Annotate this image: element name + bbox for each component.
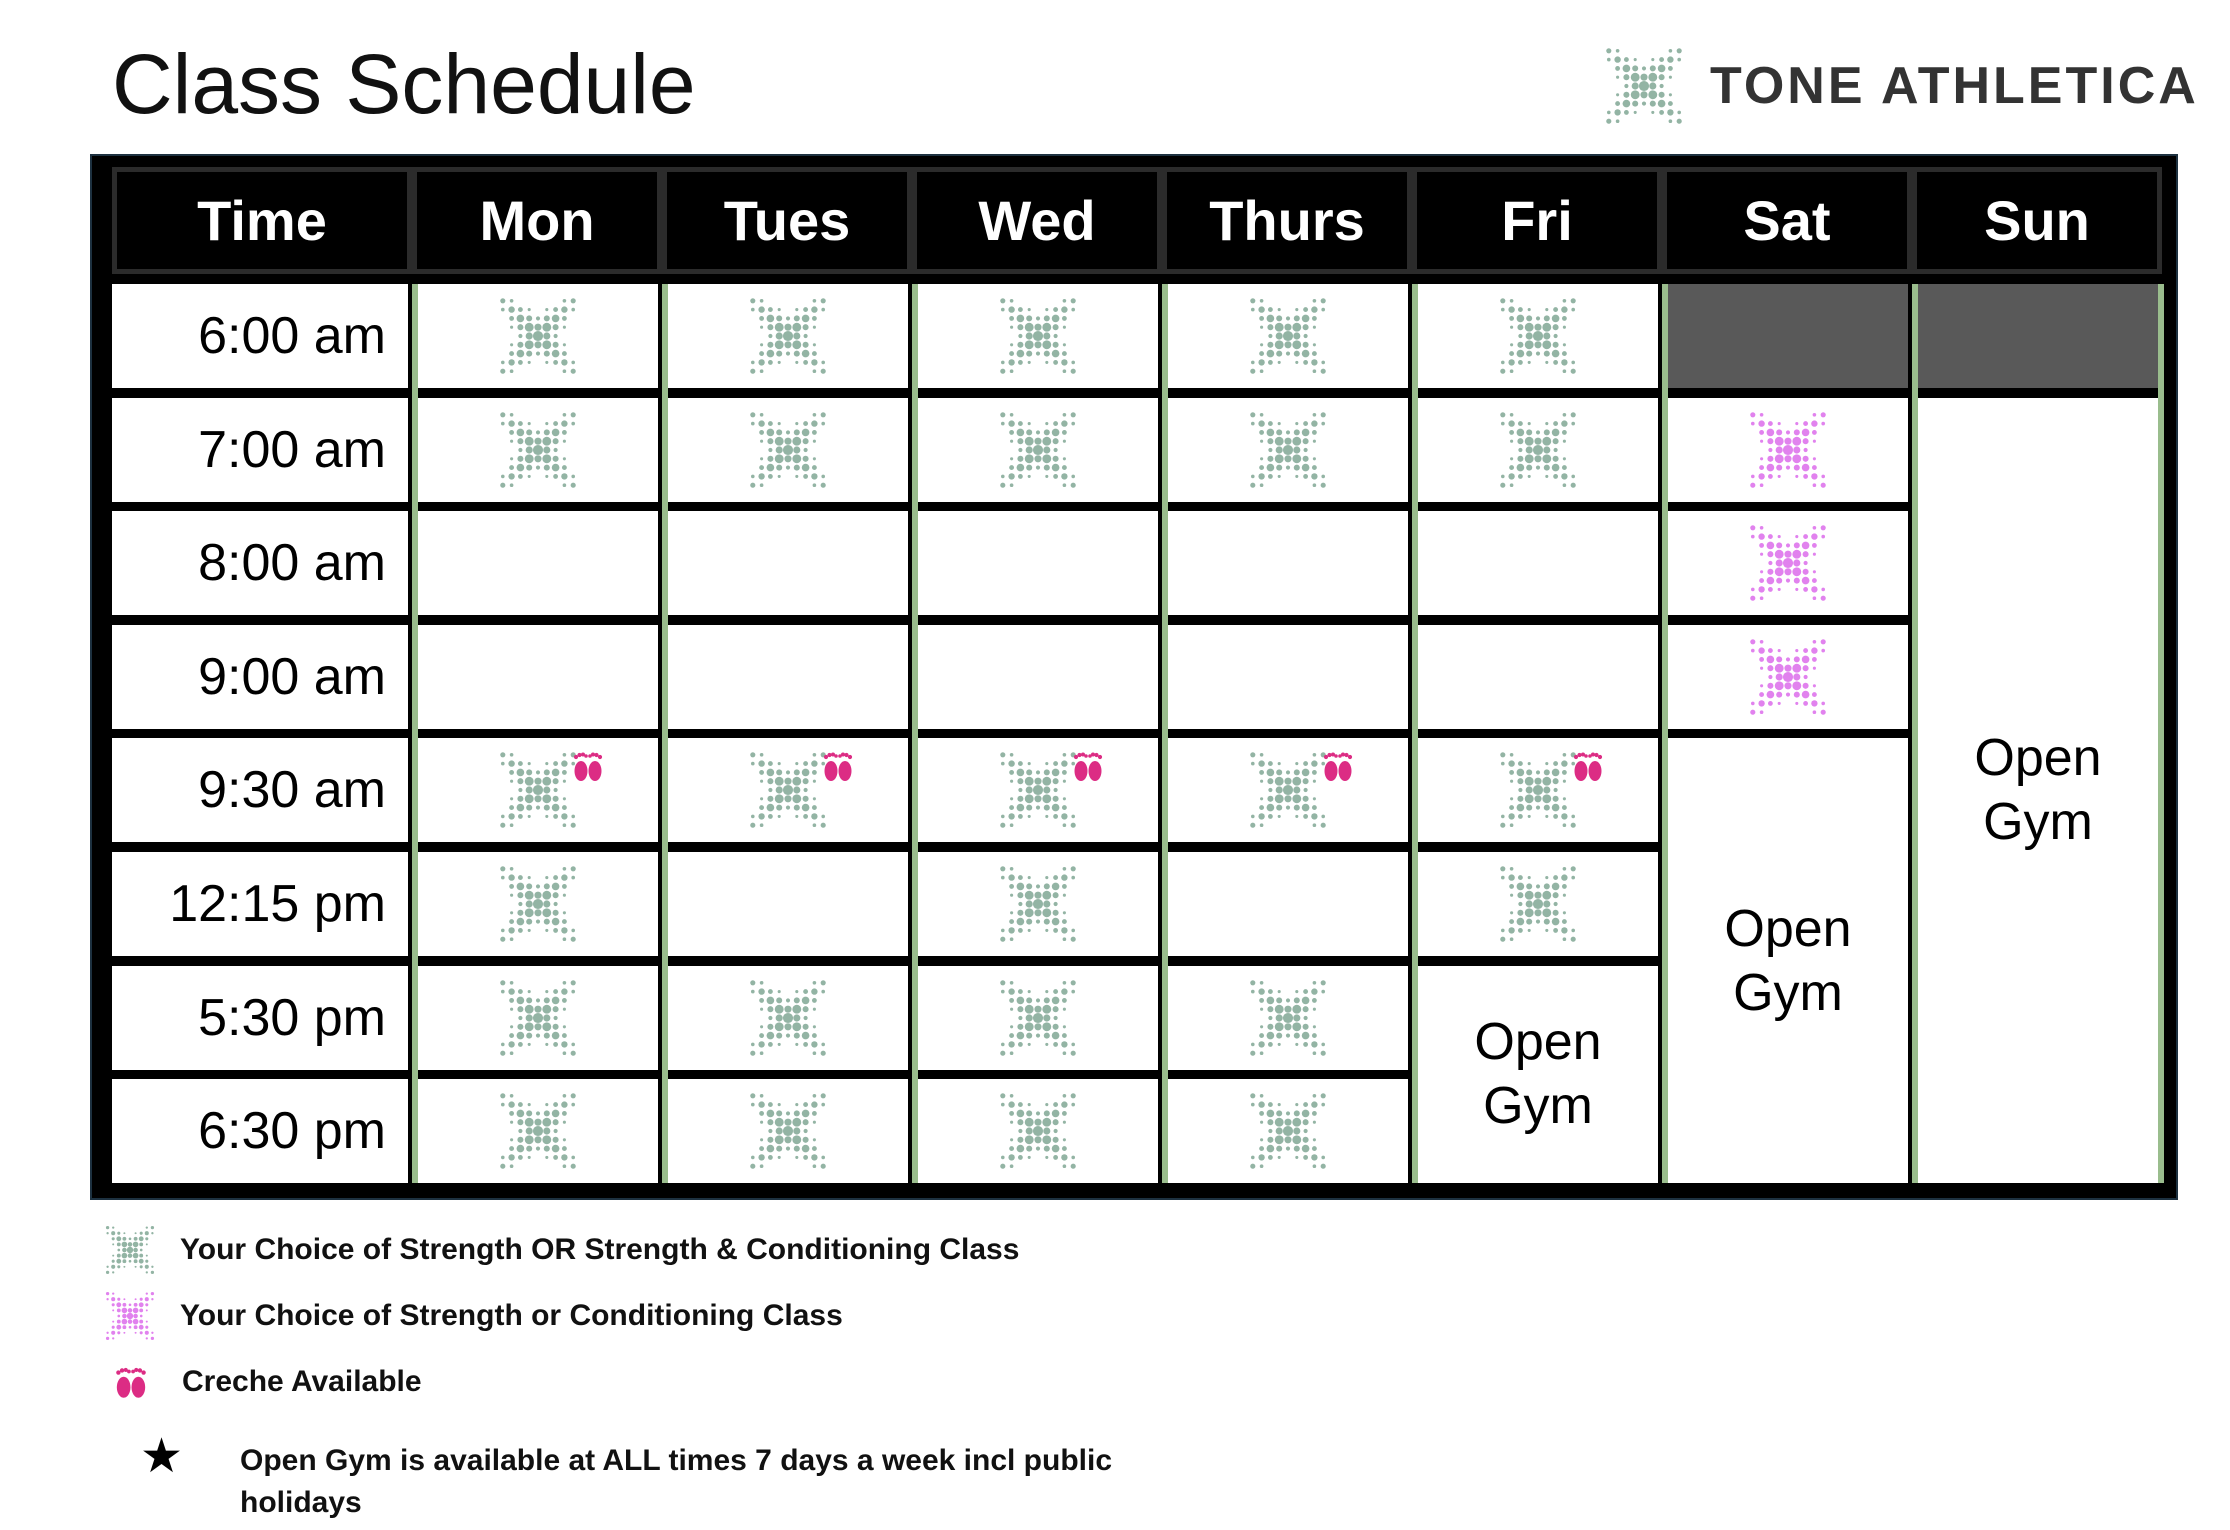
column-divider <box>412 284 418 1183</box>
time-6-00-am: 6:00 am <box>112 284 408 388</box>
strength-conditioning-class-icon <box>102 1288 158 1344</box>
page-title: Class Schedule <box>112 37 696 131</box>
header-thurs: Thurs <box>1162 167 1412 274</box>
column-divider <box>1412 284 1418 1183</box>
header-sat: Sat <box>1662 167 1912 274</box>
column-divider <box>662 284 668 1183</box>
header-fri: Fri <box>1412 167 1662 274</box>
unavailable-cell <box>1918 284 2158 388</box>
unavailable-cell <box>1668 284 1908 388</box>
strength-class-icon <box>994 974 1082 1062</box>
open-gym-note: Open Gym is available at ALL times 7 days a week incl public holidays <box>240 1444 1113 1519</box>
header-tues: Tues <box>662 167 912 274</box>
creche-footprints-icon <box>1568 746 1608 786</box>
schedule-cell <box>1168 625 1408 729</box>
legend-purple-label: Your Choice of Strength or Conditioning Class <box>180 1299 843 1332</box>
schedule-cell <box>418 625 658 729</box>
strength-class-icon <box>494 292 582 380</box>
open-gym-label: Open Gym <box>1974 729 2102 852</box>
time-5-30-pm: 5:30 pm <box>112 966 408 1070</box>
schedule-cell <box>668 625 908 729</box>
strength-class-icon <box>494 860 582 948</box>
schedule-cell <box>668 852 908 956</box>
time-7-00-am: 7:00 am <box>112 398 408 502</box>
header-wed: Wed <box>912 167 1162 274</box>
strength-class-icon <box>102 1222 158 1278</box>
strength-class-icon <box>744 292 832 380</box>
creche-footprints-icon <box>1318 746 1358 786</box>
star-icon: ★ <box>140 1430 184 1483</box>
strength-class-icon <box>994 406 1082 494</box>
schedule-cell <box>1168 511 1408 615</box>
strength-class-icon <box>744 974 832 1062</box>
schedule-cell <box>918 625 1158 729</box>
time-8-00-am: 8:00 am <box>112 511 408 615</box>
column-divider <box>912 284 918 1183</box>
strength-conditioning-class-icon <box>1744 519 1832 607</box>
brand <box>1600 36 2199 136</box>
strength-class-icon <box>494 406 582 494</box>
strength-class-icon <box>994 292 1082 380</box>
strength-class-icon <box>994 1087 1082 1175</box>
legend-green-label: Your Choice of Strength OR Strength & Conditioning Class <box>180 1233 1020 1266</box>
strength-class-icon <box>1244 406 1332 494</box>
strength-class-icon <box>994 860 1082 948</box>
schedule-cell <box>668 511 908 615</box>
header-mon: Mon <box>412 167 662 274</box>
legend-creche <box>110 1354 422 1410</box>
time-9-00-am: 9:00 am <box>112 625 408 729</box>
creche-footprints-icon <box>1068 746 1108 786</box>
strength-class-icon <box>1494 406 1582 494</box>
open-gym-label: Open Gym <box>1724 899 1852 1022</box>
strength-class-icon <box>744 1087 832 1175</box>
header-time: Time <box>112 167 412 274</box>
creche-footprints-icon <box>110 1361 152 1403</box>
strength-class-icon <box>1494 860 1582 948</box>
strength-conditioning-class-icon <box>1744 633 1832 721</box>
tone-athletica-x-logo-icon <box>1600 42 1688 130</box>
schedule-cell <box>1168 852 1408 956</box>
strength-class-icon <box>1244 292 1332 380</box>
creche-footprints-icon <box>818 746 858 786</box>
column-divider <box>1162 284 1168 1183</box>
column-divider <box>1662 284 1668 1183</box>
legend-creche-label: Creche Available <box>182 1365 422 1398</box>
legend-purple <box>102 1286 843 1346</box>
column-divider <box>2158 284 2164 1183</box>
schedule-cell <box>418 511 658 615</box>
schedule-cell <box>918 511 1158 615</box>
strength-class-icon <box>1244 1087 1332 1175</box>
strength-class-icon <box>744 406 832 494</box>
time-9-30-am: 9:30 am <box>112 738 408 842</box>
strength-class-icon <box>494 974 582 1062</box>
legend-green <box>102 1220 1019 1280</box>
header-sun: Sun <box>1912 167 2162 274</box>
column-divider <box>1912 284 1918 1183</box>
strength-class-icon <box>1244 974 1332 1062</box>
open-gym-label: Open Gym <box>1474 1013 1602 1136</box>
time-6-30-pm: 6:30 pm <box>112 1079 408 1183</box>
strength-class-icon <box>1494 292 1582 380</box>
schedule-cell <box>1418 511 1658 615</box>
creche-footprints-icon <box>568 746 608 786</box>
strength-conditioning-class-icon <box>1744 406 1832 494</box>
time-12-15-pm: 12:15 pm <box>112 852 408 956</box>
strength-class-icon <box>494 1087 582 1175</box>
schedule-cell <box>1418 625 1658 729</box>
brand-name: TONE ATHLETICA <box>1710 57 2199 115</box>
